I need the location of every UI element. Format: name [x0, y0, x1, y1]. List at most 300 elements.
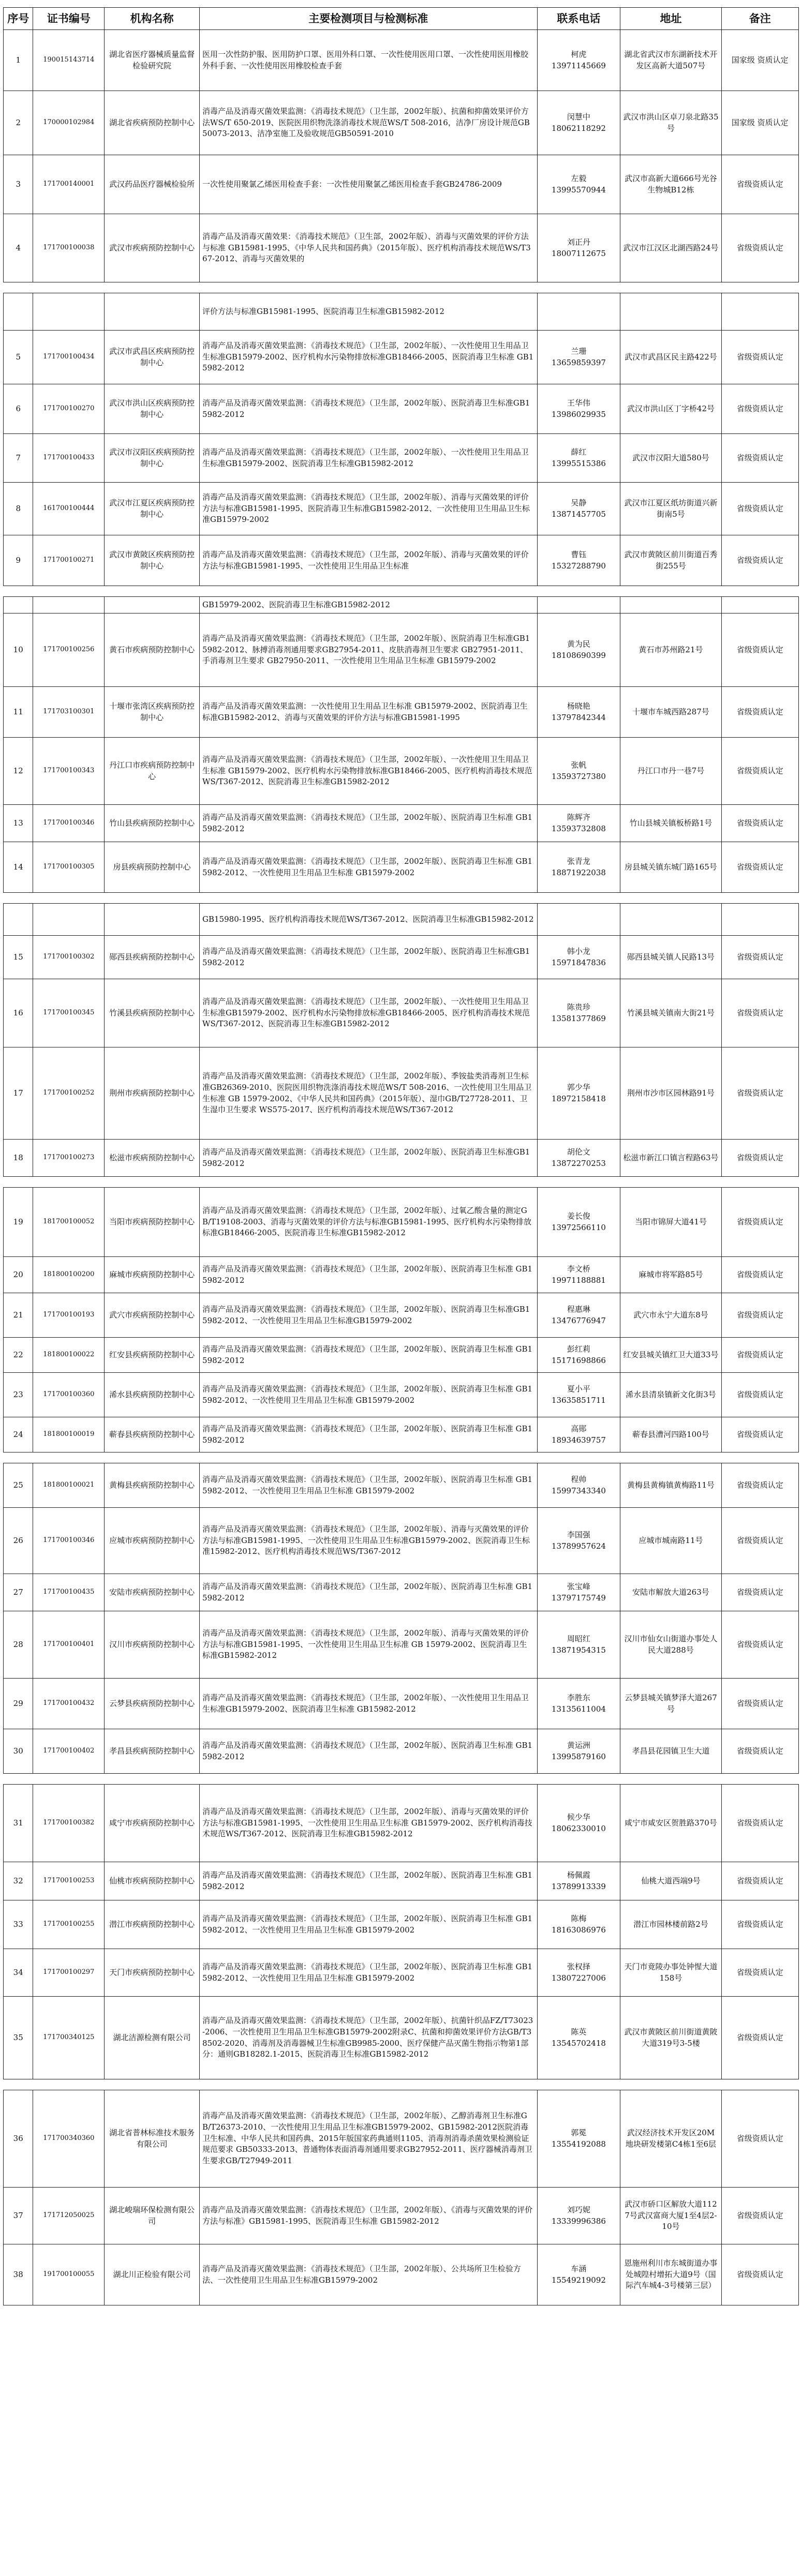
contact-cell: 李胜东 13135611004	[537, 1679, 620, 1729]
index-cell: 29	[4, 1679, 33, 1729]
address-cell: 武穴市永宁大道东8号	[620, 1293, 721, 1338]
test-items-cell: 消毒产品及消毒灭菌效果监测：《消毒技术规范》（卫生部，2002年版）、医院消毒卫生标准GB15982-2012、一次性使用卫生用品卫生标准GB15979-2002	[200, 1293, 537, 1338]
test-items-cell: 消毒产品及消毒灭菌效果监测：《消毒技术规范》（卫生部，2002年版）、一次性使用卫生用品卫生标准GB15979-2002、医疗机构水污染物排放标准GB18466-2005、医疗机构消毒技术规范WS/T367-2012、医院消毒卫生标准GB15982-2012	[200, 979, 537, 1047]
remarks-cell: 省级资质认定	[721, 1574, 798, 1611]
remarks-cell: 省级资质认定	[721, 2188, 798, 2244]
index-cell: 35	[4, 1997, 33, 2079]
test-items-cell: 消毒产品及消毒灭菌效果监测：《消毒技术规范》（卫生部，2002年版）、过氧乙酸含量的测定GB/T19108-2003、消毒与灭菌效果的评价方法与标准GB15981-1995、医疗机构水污染物排放标准GB18466-2005、医院消毒卫生标准GB15982-2012	[200, 1188, 537, 1257]
test-items-cell: 消毒产品及消毒灭菌效果监测：《消毒技术规范》（卫生部，2002年版）、医院消毒卫生标准GB15982-2012	[200, 384, 537, 434]
address-cell: 天门市竟陵办事处钟惺大道158号	[620, 1949, 721, 1997]
cert-no-cell: 170000102984	[33, 91, 105, 155]
cert-no-cell: 161700100444	[33, 483, 105, 535]
index-cell: 23	[4, 1373, 33, 1417]
contact-cell: 张权择 13807227006	[537, 1949, 620, 1997]
cert-no-cell: 171700100193	[33, 1293, 105, 1338]
org-name-cell: 红安县疾病预防控制中心	[105, 1338, 200, 1373]
index-cell: 37	[4, 2188, 33, 2244]
cert-no-cell: 171700100038	[33, 214, 105, 282]
page-gap-cell	[4, 586, 799, 597]
remarks-cell: 省级资质认定	[721, 842, 798, 893]
contact-cell: 吴静 13871457705	[537, 483, 620, 535]
contact-cell: 杨晓艳 13797842344	[537, 687, 620, 738]
test-items-cell: 一次性使用聚氯乙烯医用检查手套：一次性使用聚氯乙烯医用检查手套GB24786-2009	[200, 155, 537, 214]
col-header-cert-no: 证书编号	[33, 8, 105, 30]
address-cell: 当阳市锦屏大道41号	[620, 1188, 721, 1257]
contact-cell: 夏小平 13635851711	[537, 1373, 620, 1417]
address-cell: 恩施州利川市东城街道办事处城隍村增拓大道9号（国际汽车城4-3号楼第三层）	[620, 2244, 721, 2305]
page-gap-cell	[4, 1774, 799, 1785]
cert-no-cell: 171700100401	[33, 1611, 105, 1679]
index-cell: 33	[4, 1900, 33, 1949]
org-name-cell: 孝昌县疾病预防控制中心	[105, 1729, 200, 1774]
test-items-cell: GB15979-2002、医院消毒卫生标准GB15982-2012	[200, 597, 537, 613]
org-name-cell: 竹山县疾病预防控制中心	[105, 805, 200, 842]
remarks-cell: 省级资质认定	[721, 613, 798, 687]
table-row	[4, 91, 799, 155]
table-row	[4, 1611, 799, 1679]
table-row	[4, 434, 799, 483]
remarks-cell: 省级资质认定	[721, 331, 798, 384]
address-cell: 松滋市新江口镇言程路63号	[620, 1140, 721, 1177]
index-cell	[4, 904, 33, 936]
test-items-cell: 消毒产品及消毒灭菌效果监测：《消毒技术规范》（卫生部，2002年版）、医院消毒卫生标准 GB15982-2012	[200, 1417, 537, 1452]
remarks-cell: 省级资质认定	[721, 936, 798, 979]
remarks-cell: 省级资质认定	[721, 155, 798, 214]
remarks-cell: 省级资质认定	[721, 1188, 798, 1257]
contact-cell: 左毅 13995570944	[537, 155, 620, 214]
contact-cell: 车涵 15549219092	[537, 2244, 620, 2305]
test-items-cell: 消毒产品及消毒灭菌效果监测：《消毒技术规范》（卫生部，2002年版）、消毒与灭菌效果的评价方法与标准GB15981-1995、一次性使用卫生用品卫生标准 GB15979-2002、医疗机构消毒技术规范WS/T367-2012、医院消毒卫生标准GB15982-2012	[200, 1785, 537, 1862]
col-header-address: 地址	[620, 8, 721, 30]
cert-no-cell: 181800100021	[33, 1463, 105, 1508]
index-cell: 20	[4, 1257, 33, 1293]
remarks-cell: 省级资质认定	[721, 1463, 798, 1508]
org-name-cell: 湖北洁源检测有限公司	[105, 1997, 200, 2079]
org-name-cell: 武汉市汉阳区疾病预防控制中心	[105, 434, 200, 483]
test-items-cell: 消毒产品及消毒灭菌效果监测：《消毒技术规范》（卫生部，2002年版）、一次性使用卫生用品卫生标准GB15979-2002、医院消毒卫生标准GB15982-2012	[200, 434, 537, 483]
remarks-cell: 省级资质认定	[721, 434, 798, 483]
cert-no-cell	[33, 597, 105, 613]
test-items-cell: 消毒产品及消毒灭菌效果监测：《消毒技术规范》（卫生部，2002年版）、一次性使用卫生用品卫生标准GB15979-2002、医院消毒卫生标准 GB15982-2012	[200, 1679, 537, 1729]
index-cell: 24	[4, 1417, 33, 1452]
test-items-cell: 消毒产品及消毒灭菌效果监测：《消毒技术规范》（卫生部，2002年版）、医院消毒卫生标准 GB15982-2012	[200, 1257, 537, 1293]
test-items-cell: 消毒产品及消毒灭菌效果监测：《消毒技术规范》（卫生部，2002年版）、医院消毒卫生标准GB15982-2012	[200, 936, 537, 979]
remarks-cell: 省级资质认定	[721, 384, 798, 434]
address-cell: 红安县城关镇红卫大道33号	[620, 1338, 721, 1373]
org-name-cell: 湖北川正检验有限公司	[105, 2244, 200, 2305]
index-cell	[4, 293, 33, 331]
cert-no-cell: 171700100360	[33, 1373, 105, 1417]
test-items-cell: 消毒产品及消毒灭菌效果监测：《消毒技术规范》（卫生部，2002年版）、一次性使用卫生用品卫生标准GB15979-2002、医疗机构水污染物排放标准GB18466-2005、医院消毒卫生标准 GB15982-2012	[200, 331, 537, 384]
table-row	[4, 979, 799, 1047]
org-name-cell: 武汉市江夏区疾病预防控制中心	[105, 483, 200, 535]
col-header-index: 序号	[4, 8, 33, 30]
page-break-gap	[4, 1774, 799, 1785]
address-cell: 潜江市园林楼前路2号	[620, 1900, 721, 1949]
org-name-cell: 蕲春县疾病预防控制中心	[105, 1417, 200, 1452]
table-row	[4, 1463, 799, 1508]
index-cell: 34	[4, 1949, 33, 1997]
test-items-cell: 消毒产品及消毒灭菌效果监测：《消毒技术规范》（卫生部，2002年版）、消毒与灭菌效果的评价方法与标准GB15981-1995、一次性使用卫生用品卫生标准GB15979-2002、医院消毒卫生标准15982-2012、医疗机构消毒技术规范WS/T367-2012	[200, 1508, 537, 1574]
test-items-cell: 消毒产品及消毒灭菌效果监测：《消毒技术规范》（卫生部，2002年版）、医院消毒卫生标准 GB15982-2012	[200, 1729, 537, 1774]
cert-no-cell: 190015143714	[33, 30, 105, 91]
index-cell: 25	[4, 1463, 33, 1508]
table-row	[4, 1862, 799, 1900]
index-cell: 16	[4, 979, 33, 1047]
table-row	[4, 2188, 799, 2244]
contact-cell: 杨佩霞 13789913339	[537, 1862, 620, 1900]
cert-no-cell: 191700100055	[33, 2244, 105, 2305]
address-cell: 武汉市江汉区北湖西路24号	[620, 214, 721, 282]
contact-cell: 程惠琳 13476776947	[537, 1293, 620, 1338]
table-row	[4, 738, 799, 805]
remarks-cell: 省级资质认定	[721, 1679, 798, 1729]
remarks-cell: 省级资质认定	[721, 1293, 798, 1338]
index-cell: 4	[4, 214, 33, 282]
table-row	[4, 1574, 799, 1611]
contact-cell: 周昭红 13871954315	[537, 1611, 620, 1679]
index-cell: 3	[4, 155, 33, 214]
table-row	[4, 1140, 799, 1177]
address-cell: 湖北省武汉市东湖新技术开发区高新大道507号	[620, 30, 721, 91]
table-row	[4, 613, 799, 687]
table-row	[4, 483, 799, 535]
index-cell: 7	[4, 434, 33, 483]
contact-cell: 闵慧中 18062118292	[537, 91, 620, 155]
cert-no-cell: 171700100402	[33, 1729, 105, 1774]
col-header-phone: 联系电话	[537, 8, 620, 30]
table-body	[4, 30, 799, 2305]
address-cell: 丹江口市丹一巷7号	[620, 738, 721, 805]
table-row	[4, 1338, 799, 1373]
remarks-cell: 省级资质认定	[721, 1373, 798, 1417]
page-gap-cell	[4, 893, 799, 904]
address-cell: 房县城关镇东城门路165号	[620, 842, 721, 893]
org-name-cell: 云梦县疾病预防控制中心	[105, 1679, 200, 1729]
contact-cell: 郭冕 13554192088	[537, 2090, 620, 2188]
address-cell: 武汉市洪山区丁字桥42号	[620, 384, 721, 434]
contact-cell: 高郧 18934639757	[537, 1417, 620, 1452]
table-row	[4, 1373, 799, 1417]
remarks-cell: 省级资质认定	[721, 1417, 798, 1452]
page-gap-cell	[4, 1452, 799, 1463]
org-name-cell: 咸宁市疾病预防控制中心	[105, 1785, 200, 1862]
contact-cell: 李国强 13789957624	[537, 1508, 620, 1574]
cert-no-cell: 171700100255	[33, 1900, 105, 1949]
page-break-gap	[4, 893, 799, 904]
cert-no-cell: 171703100301	[33, 687, 105, 738]
test-items-cell: 消毒产品及消毒灭菌效果监测：《消毒技术规范》（卫生部，2002年版）、医院消毒卫生标准 GB15982-2012	[200, 1862, 537, 1900]
cert-no-cell: 171700100382	[33, 1785, 105, 1862]
remarks-cell: 国家级 资质认定	[721, 30, 798, 91]
table-row	[4, 1949, 799, 1997]
index-cell: 36	[4, 2090, 33, 2188]
cert-no-cell: 171700100435	[33, 1574, 105, 1611]
cert-no-cell: 171700100432	[33, 1679, 105, 1729]
remarks-cell	[721, 904, 798, 936]
address-cell: 郧西县城关镇人民路13号	[620, 936, 721, 979]
org-name-cell	[105, 904, 200, 936]
index-cell: 27	[4, 1574, 33, 1611]
header-row	[4, 8, 799, 30]
remarks-cell: 省级资质认定	[721, 483, 798, 535]
org-name-cell	[105, 597, 200, 613]
table-row	[4, 384, 799, 434]
address-cell: 蕲春县漕河四路100号	[620, 1417, 721, 1452]
table-row	[4, 1417, 799, 1452]
remarks-cell: 省级资质认定	[721, 979, 798, 1047]
remarks-cell: 省级资质认定	[721, 1257, 798, 1293]
address-cell: 汉川市仙女山街道办事处人民大道288号	[620, 1611, 721, 1679]
remarks-cell: 省级资质认定	[721, 535, 798, 586]
cert-no-cell: 181800100022	[33, 1338, 105, 1373]
index-cell: 18	[4, 1140, 33, 1177]
cert-no-cell: 171700100346	[33, 805, 105, 842]
cert-no-cell: 171700100297	[33, 1949, 105, 1997]
org-name-cell: 潜江市疾病预防控制中心	[105, 1900, 200, 1949]
index-cell: 32	[4, 1862, 33, 1900]
remarks-cell: 省级资质认定	[721, 1338, 798, 1373]
index-cell: 6	[4, 384, 33, 434]
cert-no-cell: 171700100252	[33, 1047, 105, 1140]
page-break-gap	[4, 1177, 799, 1188]
cert-no-cell: 171700100345	[33, 979, 105, 1047]
cert-no-cell: 171712050025	[33, 2188, 105, 2244]
org-name-cell: 汉川市疾病预防控制中心	[105, 1611, 200, 1679]
cert-no-cell: 171700100273	[33, 1140, 105, 1177]
page-break-gap	[4, 1452, 799, 1463]
contact-cell	[537, 904, 620, 936]
remarks-cell: 省级资质认定	[721, 1047, 798, 1140]
cert-no-cell: 171700100346	[33, 1508, 105, 1574]
table-row	[4, 1293, 799, 1338]
address-cell: 竹山县城关镇板桥路1号	[620, 805, 721, 842]
remarks-cell: 省级资质认定	[721, 1785, 798, 1862]
table-row	[4, 535, 799, 586]
address-cell: 十堰市车城西路287号	[620, 687, 721, 738]
index-cell: 1	[4, 30, 33, 91]
contact-cell: 韩小龙 15971847836	[537, 936, 620, 979]
address-cell: 黄梅县黄梅镇黄梅路11号	[620, 1463, 721, 1508]
cert-no-cell: 171700340360	[33, 2090, 105, 2188]
address-cell	[620, 597, 721, 613]
table-row	[4, 214, 799, 282]
table-row	[4, 1188, 799, 1257]
table-row	[4, 597, 799, 613]
index-cell: 8	[4, 483, 33, 535]
table-row	[4, 1785, 799, 1862]
org-name-cell: 麻城市疾病预防控制中心	[105, 1257, 200, 1293]
page-break-gap	[4, 282, 799, 293]
test-items-cell: 消毒产品及消毒灭菌效果监测：《消毒技术规范》（卫生部，2002年版）、公共场所卫生检验方法、一次性使用卫生用品卫生标准GB15979-2002	[200, 2244, 537, 2305]
org-name-cell: 武汉药品医疗器械检验所	[105, 155, 200, 214]
test-items-cell: 消毒产品及消毒灭菌效果：《消毒技术规范》（卫生部，2002年版）、消毒与灭菌效果的评价方法与标准 GB15981-1995、《中华人民共和国药典》（2015年版）、医疗机构消毒技术规范WS/T367-2012、消毒与灭菌效果的	[200, 214, 537, 282]
org-name-cell: 当阳市疾病预防控制中心	[105, 1188, 200, 1257]
contact-cell: 刘巧妮 13339996386	[537, 2188, 620, 2244]
table-row	[4, 2090, 799, 2188]
address-cell: 仙桃大道西端9号	[620, 1862, 721, 1900]
remarks-cell: 省级资质认定	[721, 738, 798, 805]
org-name-cell: 黄梅县疾病预防控制中心	[105, 1463, 200, 1508]
index-cell: 9	[4, 535, 33, 586]
contact-cell: 胡伦文 13872270253	[537, 1140, 620, 1177]
cert-no-cell: 171700100305	[33, 842, 105, 893]
col-header-org-name: 机构名称	[105, 8, 200, 30]
cert-no-cell: 171700100343	[33, 738, 105, 805]
cert-no-cell: 171700100253	[33, 1862, 105, 1900]
index-cell: 38	[4, 2244, 33, 2305]
test-items-cell: 消毒产品及消毒灭菌效果监测：《消毒技术规范》（卫生部，2002年版）、医院消毒卫生标准 GB15982-2012、一次性使用卫生用品卫生标准 GB15979-2002	[200, 1373, 537, 1417]
page-break-gap	[4, 586, 799, 597]
cert-no-cell: 171700340125	[33, 1997, 105, 2079]
org-name-cell: 房县疾病预防控制中心	[105, 842, 200, 893]
index-cell	[4, 597, 33, 613]
contact-cell: 张青龙 18871922038	[537, 842, 620, 893]
contact-cell: 李文桥 19971188881	[537, 1257, 620, 1293]
org-name-cell: 湖北峻瑞环保检测有限公司	[105, 2188, 200, 2244]
contact-cell: 陈辉齐 13593732808	[537, 805, 620, 842]
table-row	[4, 1900, 799, 1949]
org-name-cell: 仙桃市疾病预防控制中心	[105, 1862, 200, 1900]
address-cell: 黄石市苏州路21号	[620, 613, 721, 687]
cert-no-cell: 171700100302	[33, 936, 105, 979]
address-cell: 应城市城南路11号	[620, 1508, 721, 1574]
org-name-cell: 安陆市疾病预防控制中心	[105, 1574, 200, 1611]
index-cell: 2	[4, 91, 33, 155]
index-cell: 19	[4, 1188, 33, 1257]
test-items-cell: 评价方法与标准GB15981-1995、医院消毒卫生标准GB15982-2012	[200, 293, 537, 331]
remarks-cell: 省级资质认定	[721, 2090, 798, 2188]
remarks-cell: 省级资质认定	[721, 1997, 798, 2079]
contact-cell: 兰珊 13659859397	[537, 331, 620, 384]
remarks-cell	[721, 293, 798, 331]
address-cell: 云梦县城关镇梦泽大道267号	[620, 1679, 721, 1729]
page-gap-cell	[4, 1177, 799, 1188]
table-row	[4, 1679, 799, 1729]
contact-cell: 刘正丹 18007112675	[537, 214, 620, 282]
cert-no-cell: 171700100434	[33, 331, 105, 384]
qualification-table-document	[3, 7, 799, 2305]
index-cell: 28	[4, 1611, 33, 1679]
contact-cell: 彭红莉 15171698866	[537, 1338, 620, 1373]
address-cell: 武汉市高新大道666号光谷生物城B12栋	[620, 155, 721, 214]
org-name-cell: 湖北省医疗器械质量监督检验研究院	[105, 30, 200, 91]
table-row	[4, 805, 799, 842]
table-row	[4, 936, 799, 979]
remarks-cell: 省级资质认定	[721, 1508, 798, 1574]
test-items-cell: 消毒产品及消毒灭菌效果监测：《消毒技术规范》（卫生部，2002年版）、医院消毒卫生标准GB15982-2012	[200, 1140, 537, 1177]
col-header-test-items: 主要检测项目与检测标准	[200, 8, 537, 30]
page-gap-cell	[4, 282, 799, 293]
cert-no-cell: 181800100019	[33, 1417, 105, 1452]
contact-cell: 陈贵珍 13581377869	[537, 979, 620, 1047]
testing-institutions-table	[3, 7, 799, 2305]
org-name-cell: 应城市疾病预防控制中心	[105, 1508, 200, 1574]
org-name-cell: 松滋市疾病预防控制中心	[105, 1140, 200, 1177]
table-row	[4, 1257, 799, 1293]
address-cell: 荆州市沙市区园林路91号	[620, 1047, 721, 1140]
remarks-cell: 省级资质认定	[721, 1900, 798, 1949]
page-break-gap	[4, 2079, 799, 2090]
index-cell: 5	[4, 331, 33, 384]
cert-no-cell: 181800100200	[33, 1257, 105, 1293]
test-items-cell: 消毒产品及消毒灭菌效果监测：《消毒技术规范》（卫生部，2002年版）、医院消毒卫生标准 GB15982-2012、一次性使用卫生用品卫生标准 GB15979-2002	[200, 1900, 537, 1949]
remarks-cell: 省级资质认定	[721, 687, 798, 738]
test-items-cell: 消毒产品及消毒灭菌效果监测：《消毒技术规范》（卫生部，2002年版）、消毒与灭菌效果的评价方法与标准GB15981-1995、一次性使用卫生用品卫生标准 GB 15979-2002、医院消毒卫生标准GB15982-2012	[200, 1611, 537, 1679]
test-items-cell: 消毒产品及消毒灭菌效果监测：《消毒技术规范》（卫生部，2002年版）、季铵盐类消毒剂卫生标准GB26369-2010、医院医用织物洗涤消毒技术规范WS/T 508-2016、一次性使用卫生用品卫生标准 GB 15979-2002、《中华人民共和国药典》（2015年版）、湿巾GB/T27728-2011、卫生湿巾卫生要求 WS575-2017、医疗机构消毒技术规范WS/T367-2012	[200, 1047, 537, 1140]
table-row	[4, 1997, 799, 2079]
remarks-cell: 省级资质认定	[721, 1862, 798, 1900]
index-cell: 12	[4, 738, 33, 805]
test-items-cell: 消毒产品及消毒灭菌效果监测：《消毒技术规范》（卫生部，2002年版）、医院消毒卫生标准 GB15982-2012	[200, 805, 537, 842]
remarks-cell: 省级资质认定	[721, 1949, 798, 1997]
table-row	[4, 155, 799, 214]
test-items-cell: 医用一次性防护服、医用防护口罩、医用外科口罩、一次性使用医用口罩、一次性使用医用橡胶外科手套、一次性使用医用橡胶检查手套	[200, 30, 537, 91]
cert-no-cell: 181700100052	[33, 1188, 105, 1257]
table-row	[4, 1729, 799, 1774]
cert-no-cell: 171700100270	[33, 384, 105, 434]
table-row	[4, 1047, 799, 1140]
remarks-cell: 省级资质认定	[721, 1611, 798, 1679]
cert-no-cell: 171700100433	[33, 434, 105, 483]
address-cell: 武汉市硚口区解放大道1127号武汉富商大厦1至4层2-10号	[620, 2188, 721, 2244]
contact-cell: 张宝峰 13797175749	[537, 1574, 620, 1611]
org-name-cell: 武汉市武昌区疾病预防控制中心	[105, 331, 200, 384]
col-header-remarks: 备注	[721, 8, 798, 30]
test-items-cell: 消毒产品及消毒灭菌效果监测：一次性使用卫生用品卫生标准 GB15979-2002、医院消毒卫生标准GB15982-2012、消毒与灭菌效果的评价方法与标准GB15981-1995	[200, 687, 537, 738]
contact-cell: 候少华 18062330010	[537, 1785, 620, 1862]
table-row	[4, 842, 799, 893]
index-cell: 14	[4, 842, 33, 893]
table-row	[4, 331, 799, 384]
remarks-cell: 省级资质认定	[721, 1140, 798, 1177]
remarks-cell: 省级资质认定	[721, 214, 798, 282]
test-items-cell: 消毒产品及消毒灭菌效果监测：《消毒技术规范》（卫生部，2002年版）、一次性使用卫生用品卫生标准 GB15979-2002、医疗机构水污染物排放标准GB18466-2005、医疗机构消毒技术规范WS/T367-2012、医院消毒卫生标准GB15982-2012	[200, 738, 537, 805]
index-cell: 13	[4, 805, 33, 842]
cert-no-cell	[33, 904, 105, 936]
address-cell: 麻城市将军路85号	[620, 1257, 721, 1293]
page-gap-cell	[4, 2079, 799, 2090]
address-cell: 武汉经济技术开发区20M地块研发楼第C4栋1至6层	[620, 2090, 721, 2188]
org-name-cell: 黄石市疾病预防控制中心	[105, 613, 200, 687]
contact-cell: 薛红 13995515386	[537, 434, 620, 483]
index-cell: 31	[4, 1785, 33, 1862]
test-items-cell: 消毒产品及消毒灭菌效果监测：《消毒技术规范》（卫生部，2002年版）、医院消毒卫生标准 GB15982-2012、一次性使用卫生用品卫生标准 GB15979-2002	[200, 842, 537, 893]
contact-cell: 张帆 13593727380	[537, 738, 620, 805]
test-items-cell: 消毒产品及消毒灭菌效果监测：《消毒技术规范》（卫生部，2002年版）、医院消毒卫生标准 GB15982-2012	[200, 1338, 537, 1373]
index-cell: 17	[4, 1047, 33, 1140]
test-items-cell: 消毒产品及消毒灭菌效果监测：《消毒技术规范》（卫生部，2002年版）、《消毒与灭菌效果的评价方法与标准》GB15981-1995、医院消毒卫生标准 GB15982-2012	[200, 2188, 537, 2244]
address-cell: 孝昌县花园镇卫生大道	[620, 1729, 721, 1774]
index-cell: 15	[4, 936, 33, 979]
address-cell: 武汉市江夏区纸坊街道兴新街南5号	[620, 483, 721, 535]
org-name-cell: 湖北省普林标准技术服务有限公司	[105, 2090, 200, 2188]
index-cell: 10	[4, 613, 33, 687]
test-items-cell: GB15980-1995、医疗机构消毒技术规范WS/T367-2012、医院消毒卫生标准GB15982-2012	[200, 904, 537, 936]
contact-cell	[537, 293, 620, 331]
contact-cell: 曹钰 15327288790	[537, 535, 620, 586]
org-name-cell: 浠水县疾病预防控制中心	[105, 1373, 200, 1417]
address-cell	[620, 904, 721, 936]
remarks-cell	[721, 597, 798, 613]
contact-cell: 陈英 13545702418	[537, 1997, 620, 2079]
test-items-cell: 消毒产品及消毒灭菌效果监测：《消毒技术规范》（卫生部，2002年版）、抗菌针织品FZ/T73023-2006、一次性使用卫生用品卫生标准GB15979-2002附录C、抗菌和抑菌效果评价方法GB/T38502-2020、消毒剂及消毒器械卫生标准GB9985-2000、医疗保健产品灭菌生物指示物第1部分：通则GB18282.1-2015、医院消毒卫生标准GB15982-2012	[200, 1997, 537, 2079]
org-name-cell: 竹溪县疾病预防控制中心	[105, 979, 200, 1047]
test-items-cell: 消毒产品及消毒灭菌效果监测：《消毒技术规范》（卫生部，2002年版）、医院消毒卫生标准 GB15982-2012、一次性使用卫生用品卫生标准 GB15979-2002	[200, 1949, 537, 1997]
table-row	[4, 687, 799, 738]
table-row	[4, 293, 799, 331]
table-row	[4, 904, 799, 936]
